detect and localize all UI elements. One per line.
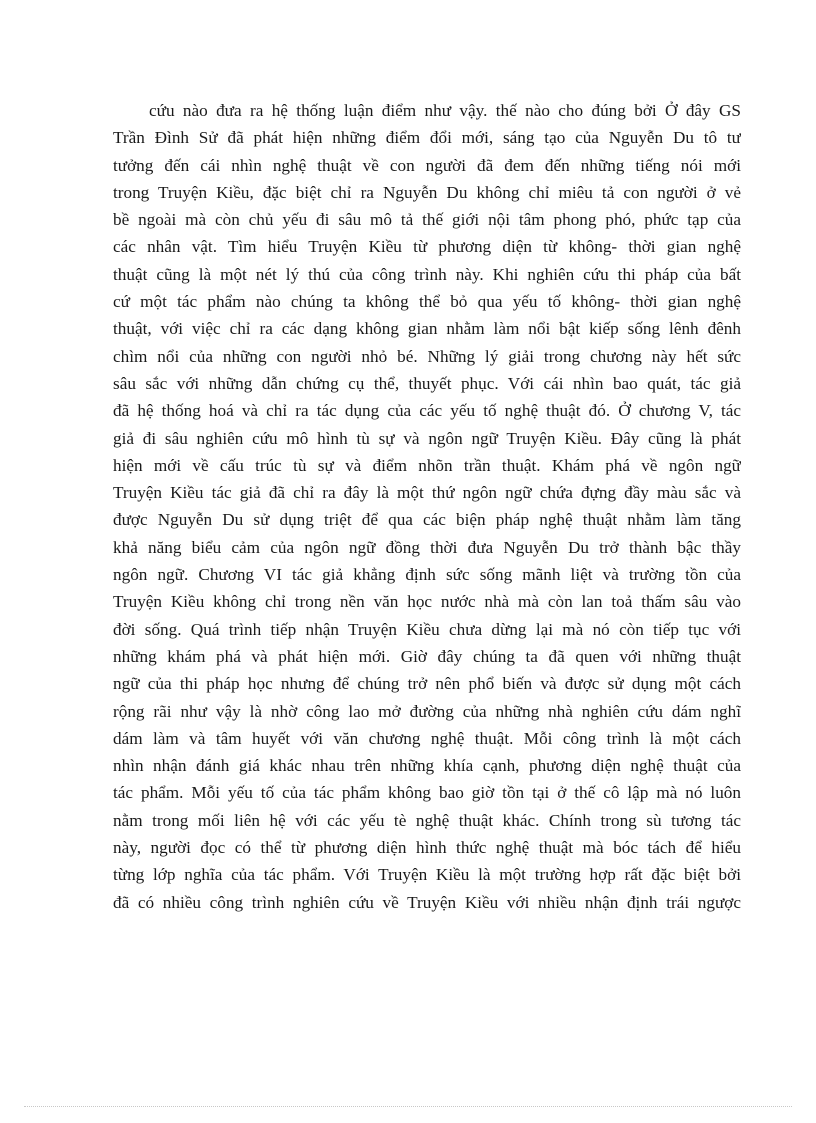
text-line: được Nguyễn Du sử dụng triệt để qua các biện pháp nghệ thuật nhằm làm tăng xyxy=(113,510,741,530)
text-line: cứu nào đưa ra hệ thống luận điểm như vậy. thế nào cho đúng bởi Ở đây GS xyxy=(149,101,741,120)
text-line: sâu sắc với những dẫn chứng cụ thể, thuyết phục. Với cái nhìn bao quát, tác giả xyxy=(113,373,741,393)
text-line: từng lớp nghĩa của tác phẩm. Với Truyện Kiều là một trường hợp rất đặc biệt bởi xyxy=(113,865,741,885)
text-line: thuật cũng là một nét lý thú của công trình này. Khi nghiên cứu thi pháp của bất xyxy=(113,264,741,284)
text-line: hiện mới về cấu trúc tù sự và điểm nhõn trần thuật. Khám phá về ngôn ngữ xyxy=(113,455,741,475)
body-paragraph xyxy=(113,97,741,916)
text-line: nhìn nhận đánh giá khác nhau trên những khía cạnh, phương diện nghệ thuật của xyxy=(113,756,741,776)
text-line: đã hệ thống hoá và chỉ ra tác dụng của các yếu tố nghệ thuật đó. Ở chương V, tác xyxy=(113,401,741,421)
text-line: dám làm và tâm huyết với văn chương nghệ thuật. Mỗi công trình là một cách xyxy=(113,728,741,748)
text-line: ngôn ngữ. Chương VI tác giả khẳng định sức sống mãnh liệt và trường tồn của xyxy=(113,565,741,585)
text-line: các nhân vật. Tìm hiểu Truyện Kiều từ phương diện từ không- thời gian nghệ xyxy=(113,237,741,257)
text-line: đã có nhiều công trình nghiên cứu về Truyện Kiều với nhiều nhận định trái ngược xyxy=(113,892,741,912)
text-line: rộng rãi như vậy là nhờ công lao mở đường của những nhà nghiên cứu dám nghĩ xyxy=(113,701,741,721)
text-line: những khám phá và phát hiện mới. Giờ đây chúng ta đã quen với những thuật xyxy=(113,646,741,666)
text-line: bề ngoài mà còn chủ yếu đi sâu mô tả thế giới nội tâm phong phó, phức tạp của xyxy=(113,210,741,230)
text-line: tưởng đến cái nhìn nghệ thuật về con người đã đem đến những tiếng nói mới xyxy=(113,155,741,175)
text-line: tác phẩm. Mỗi yếu tố của tác phẩm không bao giờ tồn tại ở thế cô lập mà nó luôn xyxy=(113,783,741,803)
text-line: này, người đọc có thể từ phương diện hình thức nghệ thuật mà bóc tách để hiểu xyxy=(113,838,741,858)
page-bottom-divider xyxy=(24,1106,792,1107)
text-line: trong Truyện Kiều, đặc biệt chỉ ra Nguyễn Du không chỉ miêu tả con người ở vẻ xyxy=(113,182,741,202)
text-line: thuật, với việc chỉ ra các dạng không gian nhằm làm nổi bật kiếp sống lênh đênh xyxy=(113,319,741,339)
text-line: nằm trong mối liên hệ với các yếu tè nghệ thuật khác. Chính trong sù tương tác xyxy=(113,810,741,830)
text-line: cứ một tác phẩm nào chúng ta không thể bỏ qua yếu tố không- thời gian nghệ xyxy=(113,292,741,312)
text-line: khả năng biểu cảm của ngôn ngữ đồng thời đưa Nguyễn Du trở thành bậc thầy xyxy=(113,537,741,557)
text-line: Truyện Kiều không chỉ trong nền văn học nước nhà mà còn lan toả thấm sâu vào xyxy=(113,592,741,612)
text-line: giả đi sâu nghiên cứu mô hình tù sự và ngôn ngữ Truyện Kiều. Đây cũng là phát xyxy=(113,428,741,448)
text-line: đời sống. Quá trình tiếp nhận Truyện Kiều chưa dừng lại mà nó còn tiếp tục với xyxy=(113,619,741,639)
text-line: Trần Đình Sử đã phát hiện những điểm đổi mới, sáng tạo của Nguyễn Du tô tư xyxy=(113,128,741,148)
text-line: chìm nổi của những con người nhỏ bé. Những lý giải trong chương này hết sức xyxy=(113,346,741,366)
text-line: ngữ của thi pháp học nhưng để chúng trở nên phổ biến và được sử dụng một cách xyxy=(113,674,741,694)
text-line: Truyện Kiều tác giả đã chỉ ra đây là một thứ ngôn ngữ chứa đựng đầy màu sắc và xyxy=(113,483,741,503)
